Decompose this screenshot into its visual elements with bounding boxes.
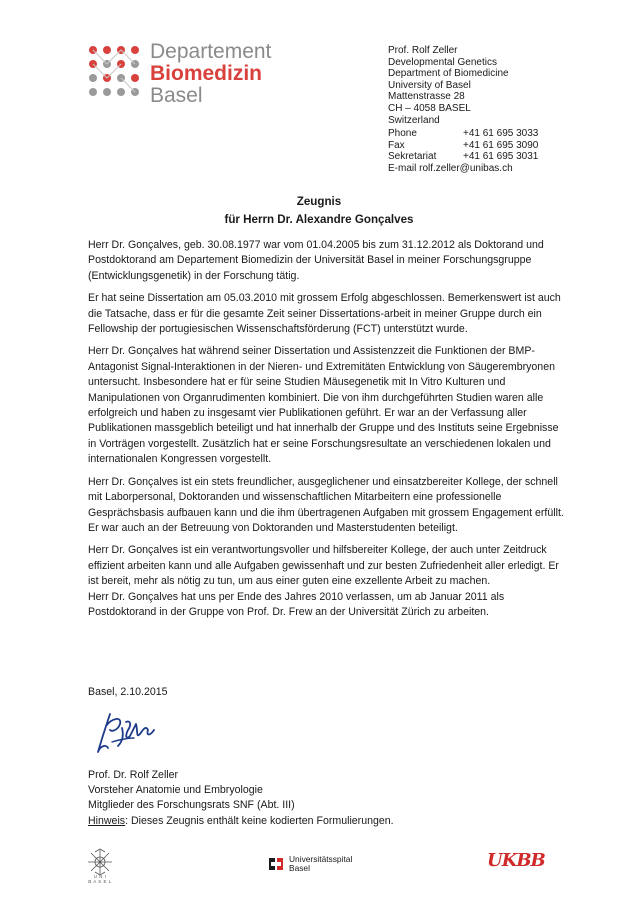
sender-address bbox=[388, 45, 509, 126]
secretariat-row bbox=[388, 151, 538, 163]
usb-logo-text bbox=[289, 855, 352, 873]
body-paragraph: Er hat seine Dissertation am 05.03.2010 mit grossem Erfolg abgeschlossen. Bemerkenswert ist auch die Tatsache, dass er für die gesamte Zeit seiner Dissertations-arbeit in meiner Gruppe durch ein Fellowship der portugiesischen Wissenschaftsförderung (FCT) unterstützt wurde. bbox=[88, 292, 561, 336]
secretariat-value: +41 61 695 3031 bbox=[463, 151, 539, 163]
department-logo-text bbox=[150, 41, 271, 107]
uni-line: U N I bbox=[93, 874, 107, 879]
logo-line-basel: Basel bbox=[150, 84, 203, 107]
logo-line-biomedizin: Biomedizin bbox=[150, 62, 263, 85]
usb-line2: Basel bbox=[289, 863, 310, 873]
document-subtitle: für Herrn Dr. Alexandre Gonçalves bbox=[224, 213, 414, 226]
document-body bbox=[88, 238, 568, 627]
note-label: Hinweis bbox=[88, 814, 126, 827]
address-line: CH – 4058 BASEL bbox=[388, 102, 471, 114]
fax-row bbox=[388, 140, 538, 152]
address-line: Mattenstrasse 28 bbox=[388, 91, 465, 103]
email-row: E-mail rolf.zeller@unibas.ch bbox=[388, 162, 513, 174]
address-line: Developmental Genetics bbox=[388, 56, 497, 68]
body-paragraph: Herr Dr. Gonçalves hat während seiner Dissertation und Assistenzzeit die Funktionen der BMP-Antagonist Signal-Interaktionen in der Nieren- und Extremitäten Entwicklung von Säugerembryonen untersucht. Insbesondere hat er für seine Studien Mäusegenetik mit In Vitro Kulturen und Manipulationen von Organrudimenten kombiniert. Die von ihm durchgeführten Studien waren alle erfolgreich und haben zu insgesamt vier Publikationen geführt. Er war an der Verfassung aller Publikationen massgeblich beteiligt und hat innerhalb der Gruppe und des Instituts seine Ergebnisse in Vorträgen vorgestellt. Zusätzlich hat er seine Forschungsresultate an verschiedenen lokalen und internationalen Kongressen vorgestellt. bbox=[88, 345, 559, 466]
signer-role: Vorsteher Anatomie und Embryologie bbox=[88, 784, 263, 797]
signer-membership: Mitglieder des Forschungsrats SNF (Abt. III) bbox=[88, 799, 295, 812]
phone-value: +41 61 695 3033 bbox=[463, 128, 539, 139]
address-line: Prof. Rolf Zeller bbox=[388, 45, 458, 56]
secretariat-label: Sekretariat bbox=[388, 151, 437, 163]
address-line: University of Basel bbox=[388, 79, 471, 91]
fax-value: +41 61 695 3090 bbox=[463, 139, 539, 151]
signer-block bbox=[88, 768, 394, 829]
department-logo-icon bbox=[88, 45, 144, 101]
date-line: Basel, 2.10.2015 bbox=[88, 686, 168, 698]
signer-note bbox=[88, 814, 394, 829]
address-line: Switzerland bbox=[388, 114, 440, 126]
signature-icon bbox=[92, 708, 162, 758]
logo-line-department: Departement bbox=[150, 40, 272, 63]
body-paragraph: Herr Dr. Gonçalves ist ein verantwortungsvoller und hilfsbereiter Kollege, der auch unter Zeitdruck effizient arbeiten kann und alle Aufgaben gewissenhaft und zur besten Zufriedenheit aller erledigt. Er ist bereit, mehr als nötig zu tun, um aus einer guten eine exzellente Arbeit zu machen. bbox=[88, 544, 559, 588]
signer-name: Prof. Dr. Rolf Zeller bbox=[88, 769, 179, 781]
contact-block bbox=[388, 128, 538, 174]
note-text: : Dieses Zeugnis enthält keine kodierten Formulierungen. bbox=[125, 814, 394, 827]
usb-line1: Universitätsspital bbox=[289, 854, 353, 864]
usb-logo-icon bbox=[268, 856, 286, 872]
uni-basel-logo-text bbox=[85, 874, 115, 884]
ukbb-logo: UKBB bbox=[487, 850, 545, 871]
body-paragraph: Herr Dr. Gonçalves hat uns per Ende des Jahres 2010 verlassen, um ab Januar 2011 als Postdoktorand in der Gruppe von Prof. Dr. Frew an der Universität Zürich zu arbeiten. bbox=[88, 590, 505, 618]
phone-row bbox=[388, 128, 538, 140]
basel-line: B A S E L bbox=[88, 879, 112, 884]
body-paragraph: Herr Dr. Gonçalves, geb. 30.08.1977 war vom 01.04.2005 bis zum 31.12.2012 als Doktorand und Postdoktorand am Departement Biomedizin der Universität Basel in meiner Forschungsgruppe (Entwicklungsgenetik) in der Forschung tätig. bbox=[88, 239, 544, 282]
address-line: Department of Biomedicine bbox=[388, 68, 509, 80]
phone-label: Phone bbox=[388, 128, 417, 139]
body-paragraph: Herr Dr. Gonçalves ist ein stets freundlicher, ausgeglichener und einsatzbereiter Kollege, der schnell mit Laborpersonal, Doktoranden und wissenschaftlichen Mitarbeitern eine professionelle Gesprächsbasis aufbauen kann und die ihm übertragenen Aufgaben mit grossem Engagement erfüllt. Er war auch an der Betreuung von Doktoranden und Masterstudenten beteiligt. bbox=[88, 475, 564, 534]
fax-label: Fax bbox=[388, 139, 405, 151]
document-title: Zeugnis bbox=[296, 195, 342, 208]
